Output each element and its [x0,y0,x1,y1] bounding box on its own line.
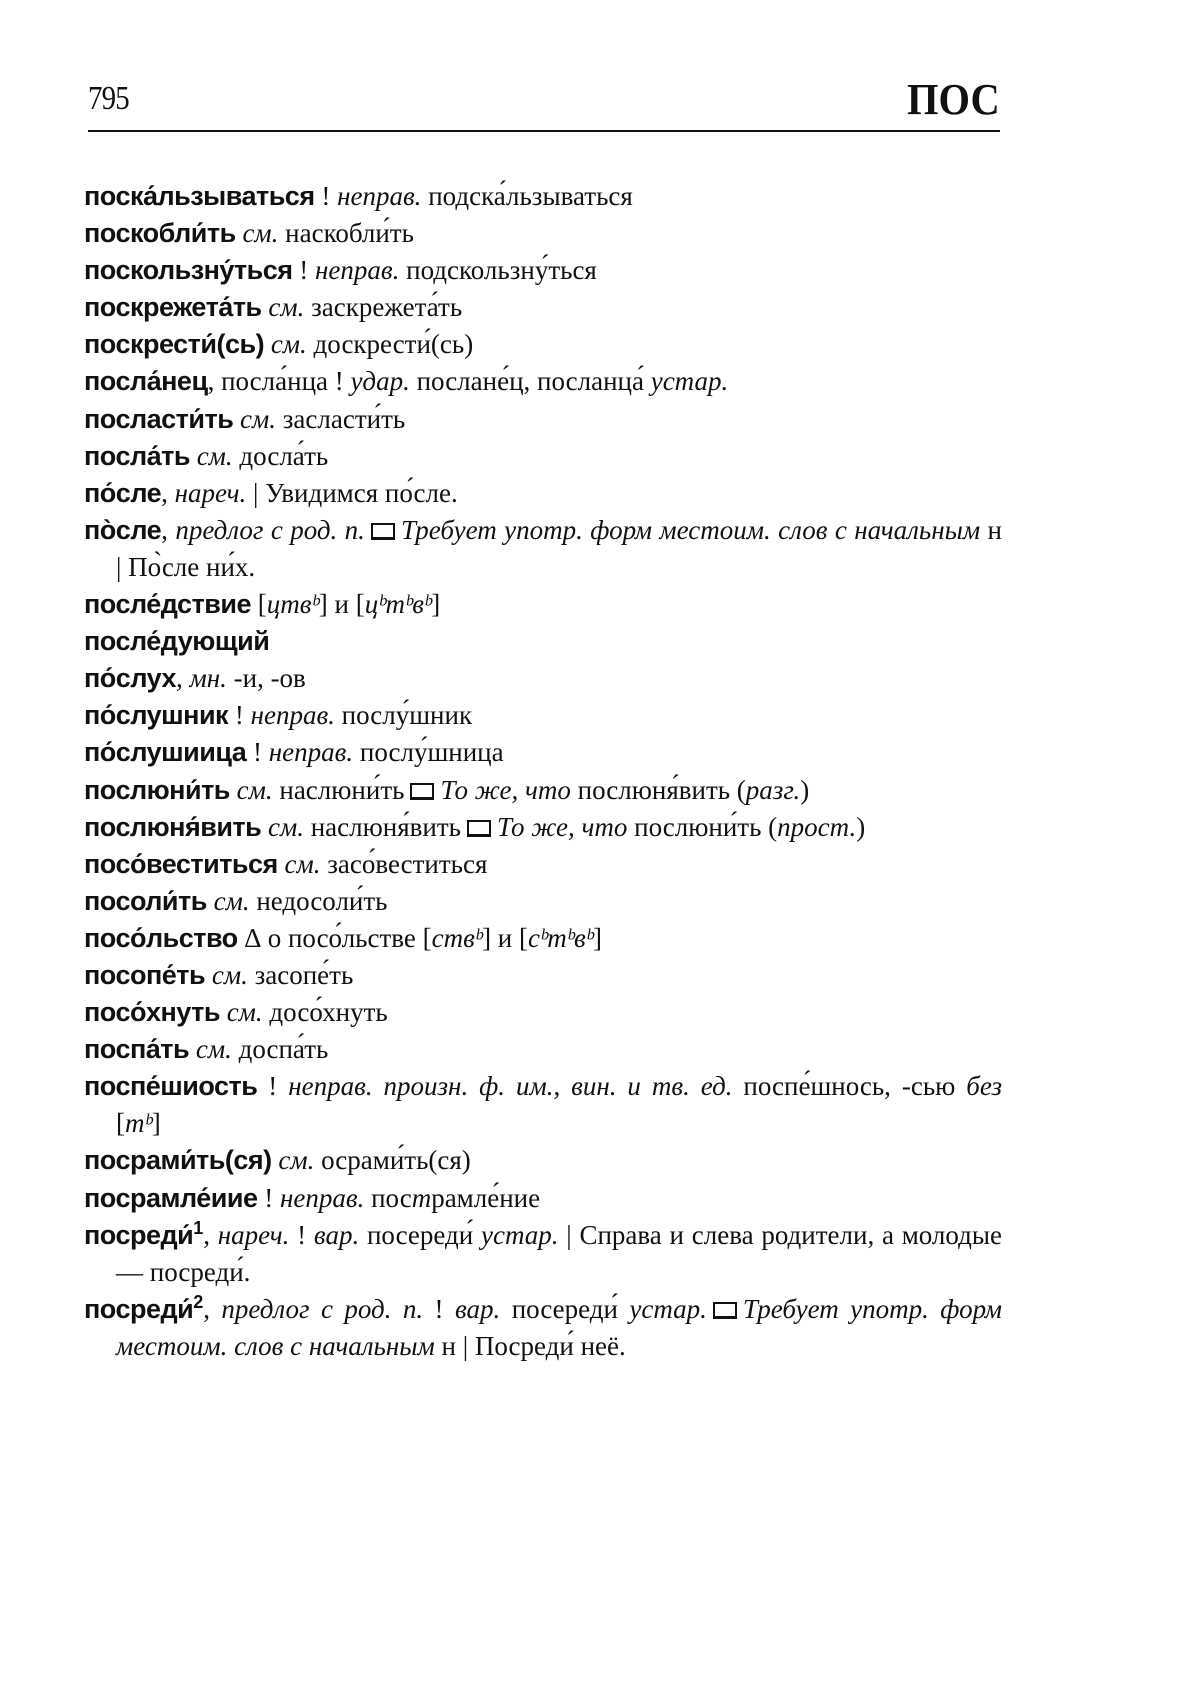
entry-text: наслюня́вить [303,811,461,842]
entry-text: ! [314,181,338,211]
entry-text [205,960,212,990]
label-italic: предлог с род. п. [221,1293,424,1324]
dictionary-entry [84,846,1002,883]
label-italic: см. [240,403,277,434]
dictionary-entry [84,1068,1002,1142]
label-italic: см. [226,997,263,1028]
headword: по́слушник [84,700,229,731]
dictionary-entries [84,178,1002,1365]
entry-text: ! [257,1071,289,1102]
entry-text: , [161,514,176,545]
dictionary-entry [84,920,1002,957]
entry-text: доскрести́(сь) [306,329,474,360]
note-box-icon [713,1302,737,1319]
entry-text: ! [289,1219,314,1250]
dictionary-entry [84,215,1002,252]
label-italic: см. [284,848,321,879]
entry-text [189,1034,196,1064]
dictionary-entry [84,363,1002,400]
entry-text: засласти́ть [276,403,406,434]
entry-text: рамле́ние [431,1182,541,1213]
label-italic: разг. [745,774,801,805]
dictionary-entry [84,586,1002,623]
page-header [88,72,1000,132]
headword: посласти́ть [84,403,234,434]
label-italic: мн. [189,663,227,694]
entry-text: осрами́ть(ся) [314,1145,471,1176]
label-italic: тᵇ [125,1108,152,1139]
entry-text [278,849,285,879]
entry-text: ) [856,811,866,842]
dictionary-entry [84,252,1002,289]
label-italic: см. [270,329,307,360]
entry-text: [ [251,589,267,620]
label-italic: Требует употр. форм местоим. слов с начальным [400,514,981,545]
headword: посрамле́иие [84,1182,258,1213]
headword: послюни́ть [84,774,230,805]
headword: после́дствие [84,589,252,620]
entry-text: подскользну́ться [399,255,597,286]
dictionary-entry [84,1291,1002,1365]
dictionary-entry [84,475,1002,512]
entry-text: наслюни́ть [272,774,405,805]
entry-text: ! [228,700,251,731]
label-italic: устар. [629,1293,707,1324]
label-italic: вар. [313,1219,360,1250]
label-italic: см. [236,774,273,805]
entry-text [264,329,271,359]
running-head: ПОС [907,75,1000,124]
entry-text: заскрежета́ть [304,292,463,323]
entry-text: засопе́ть [247,959,354,990]
entry-text [207,886,214,916]
label-italic: нареч. [174,477,247,508]
note-box-icon [371,523,395,540]
headword: поскрежета́ть [84,292,262,323]
entry-text: досо́хнуть [262,997,388,1028]
homonym-index: 2 [193,1291,204,1312]
label-italic: цᵇтᵇвᵇ [364,589,432,620]
label-italic: То же, что [496,811,628,842]
entry-text: | Справа и слева родители, а молодые — посреди́. [116,1219,1002,1287]
dictionary-entry [84,697,1002,734]
label-italic: см. [213,885,250,916]
headword: по̀сле [84,514,162,545]
note-box-icon [410,783,434,800]
entry-text: ] и [ [318,589,365,620]
label-italic: нареч. [217,1219,290,1250]
headword: после́дующий [84,626,270,657]
entry-text: засо́веститься [320,848,488,879]
entry-text: н | По̀сле ни́х. [116,514,1002,582]
label-italic: цтвᵇ [266,589,319,620]
entry-text: ] [593,922,602,953]
entry-text: [ [116,1108,125,1139]
entry-text: , [203,1219,218,1250]
headword: послюня́вить [84,811,262,842]
entry-text: ∆ о посо́льстве [ [237,922,432,953]
headword: по́слушиица [84,737,247,768]
entry-text: ] [431,589,441,620]
label-italic: неправ. [250,700,335,731]
entry-text: -и, -ов [226,663,306,694]
label-italic: см. [196,440,233,471]
entry-text [220,997,227,1027]
label-italic: ствᵇ [431,922,483,953]
dictionary-entry [84,326,1002,363]
label-italic: см. [211,959,248,990]
dictionary-entry [84,809,1002,846]
dictionary-entry [84,883,1002,920]
entry-text: досла́ть [232,440,329,471]
label-italic: без [966,1071,1002,1102]
headword: по́сле [84,477,162,508]
label-italic: Требует употр. форм местоим. слов с начальным [116,1293,1002,1361]
entry-text: недосоли́ть [249,885,388,916]
label-italic: неправ. [315,255,400,286]
headword: поскользну́ться [84,255,293,286]
headword: посоли́ть [84,885,207,916]
label-italic: неправ. [337,181,422,211]
headword: посопе́ть [84,959,206,990]
entry-text: | Увидимся по́сле. [246,477,458,508]
headword: поспа́ть [84,1034,190,1065]
entry-text: ! [246,737,269,768]
headword: поспе́шиость [84,1071,258,1102]
label-italic: сᵇтᵇвᵇ [528,922,593,953]
headword: посреди́ [84,1219,194,1250]
dictionary-entry [84,660,1002,697]
dictionary-entry [84,1142,1002,1179]
headword: посла́ть [84,440,190,471]
label-italic: см. [195,1034,232,1065]
headword: по́слух [84,663,176,694]
dictionary-entry [84,438,1002,475]
label-italic: устар. [480,1219,559,1250]
entry-text: ! [423,1293,455,1324]
dictionary-entry [84,772,1002,809]
dictionary-entry [84,401,1002,438]
entry-text: ! [257,1182,280,1213]
entry-text [190,441,197,471]
dictionary-entry [84,512,1002,586]
entry-text: доспа́ть [231,1034,329,1065]
note-box-icon [467,820,491,837]
dictionary-entry [84,1217,1002,1291]
label-italic: неправ. [279,1182,365,1213]
entry-text: послане́ц, посланца́ [409,366,651,397]
entry-text: ! [292,255,316,286]
entry-text: , посла́нца ! [207,366,351,397]
headword: поска́льзываться [84,181,315,211]
entry-text: ] [151,1108,161,1139]
entry-text [261,812,268,842]
label-italic: вар. [454,1293,501,1324]
dictionary-entry [84,1031,1002,1068]
label-italic: предлог с род. п. [175,514,365,545]
entry-text: ] и [ [482,922,528,953]
entry-text: наскобли́ть [278,218,414,249]
label-italic: см. [268,811,304,842]
entry-text: , [161,477,175,508]
entry-text [230,775,237,805]
entry-text: посереди́ [500,1293,630,1324]
dictionary-entry [84,1180,1002,1217]
entry-text: н | Посреди́ неё. [434,1330,626,1361]
dictionary-entry [84,957,1002,994]
label-italic: То же, что [440,774,571,805]
entry-text: послу́шник [334,700,473,731]
label-italic: неправ. [268,737,354,768]
dictionary-entry [84,623,1002,660]
label-italic: см. [242,218,279,249]
homonym-index: 1 [193,1217,204,1238]
label-italic: см. [278,1145,315,1176]
label-italic: см. [268,292,305,323]
label-italic: устар. [650,366,729,397]
page-number: 795 [88,80,129,117]
entry-text: , [175,663,190,694]
label-italic: неправ. произн. ф. им., вин. и тв. ед. [288,1071,733,1102]
headword: поскобли́ть [84,218,236,249]
entry-text: послу́шница [353,737,504,768]
headword: посла́нец [84,366,208,397]
entry-text: , [203,1293,222,1324]
label-italic: удар. [350,366,410,397]
dictionary-entry [84,994,1002,1031]
headword: посреди́ [84,1293,194,1324]
entry-text: посереди́ [359,1219,481,1250]
dictionary-entry [84,178,1002,215]
entry-text: послюня́вить ( [570,774,746,805]
label-italic: т [411,1182,432,1213]
dictionary-entry [84,734,1002,771]
label-italic: прост. [777,811,857,842]
entry-text: подска́льзываться [421,181,633,211]
entry-text: послюни́ть ( [627,811,778,842]
headword: посрами́ть(ся) [84,1145,272,1176]
entry-text: поспе́шнось, -сью [732,1071,967,1102]
entry-text: ) [800,774,810,805]
headword: посо́хнуть [84,997,220,1028]
headword: поскрести́(сь) [84,329,265,360]
headword: посо́льство [84,922,238,953]
headword: посо́веститься [84,848,278,879]
dictionary-entry [84,289,1002,326]
entry-text: пос [364,1182,412,1213]
